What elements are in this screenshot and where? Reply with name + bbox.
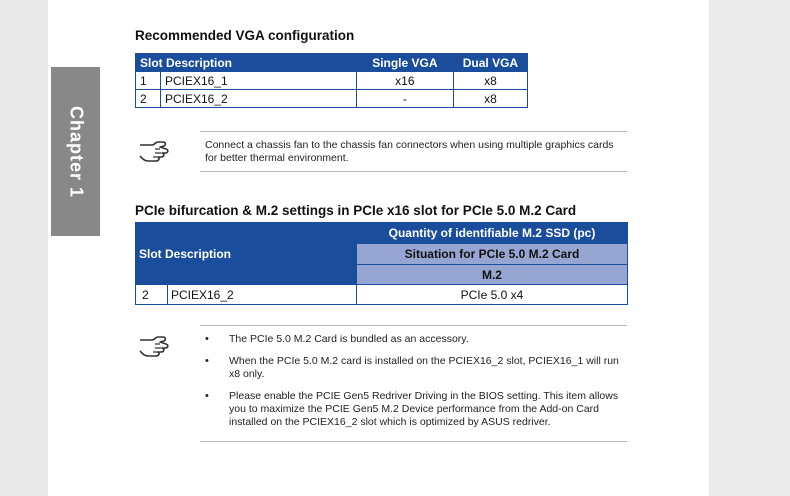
header-slot-description: Slot Description [136,54,357,72]
table-header-row [136,54,528,72]
dual-vga-value: x8 [453,90,527,108]
header-dual-vga: Dual VGA [453,54,527,72]
header-m2: M.2 [356,265,627,285]
note-divider-bottom [200,441,627,442]
table-row [136,90,528,108]
list-item: • The PCIe 5.0 M.2 Card is bundled as an accessory. [205,333,625,346]
section-title-vga: Recommended VGA configuration [135,28,355,43]
slot-name: PCIEX16_1 [161,72,357,90]
row-number: 2 [136,90,161,108]
note-text: Connect a chassis fan to the chassis fan connectors when using multiple graphics cards for better thermal environment. [205,139,614,164]
note-bullet-list [205,333,625,438]
note-divider-top [200,131,627,132]
table-header-row [136,223,628,244]
m2-value: PCIe 5.0 x4 [356,285,627,305]
hand-pointing-icon [138,331,172,357]
list-item: • Please enable the PCIE Gen5 Redriver Driving in the BIOS setting. This item allows you to maximize the PCIE Gen5 M.2 Device performance from the Add-on Card installed on the PCIEX16_2 slot which is optimized by ASUS redriver. [205,390,625,429]
single-vga-value: - [356,90,453,108]
row-number: 1 [136,72,161,90]
row-number: 2 [136,285,168,305]
table-row [136,72,528,90]
note-divider-top [200,325,627,326]
single-vga-value: x16 [356,72,453,90]
slot-name: PCIEX16_2 [161,90,357,108]
table-row [136,285,628,305]
note-divider-bottom [200,171,627,172]
section-title-bifurcation: PCIe bifurcation & M.2 settings in PCIe x16 slot for PCIe 5.0 M.2 Card [135,203,577,218]
slot-name: PCIEX16_2 [168,285,357,305]
header-situation: Situation for PCIe 5.0 M.2 Card [356,244,627,265]
header-single-vga: Single VGA [356,54,453,72]
dual-vga-value: x8 [453,72,527,90]
hand-pointing-icon [138,136,172,162]
chapter-tab-label: Chapter 1 [66,105,86,198]
chapter-tab [51,67,100,236]
header-slot-description: Slot Description [136,223,357,285]
bifurcation-table [135,222,628,305]
vga-config-table [135,53,528,108]
header-quantity: Quantity of identifiable M.2 SSD (pc) [356,223,627,244]
list-item: • When the PCIe 5.0 M.2 card is installed on the PCIEX16_2 slot, PCIEX16_1 will run x8 only. [205,355,625,381]
viewer-background-right [709,0,790,496]
